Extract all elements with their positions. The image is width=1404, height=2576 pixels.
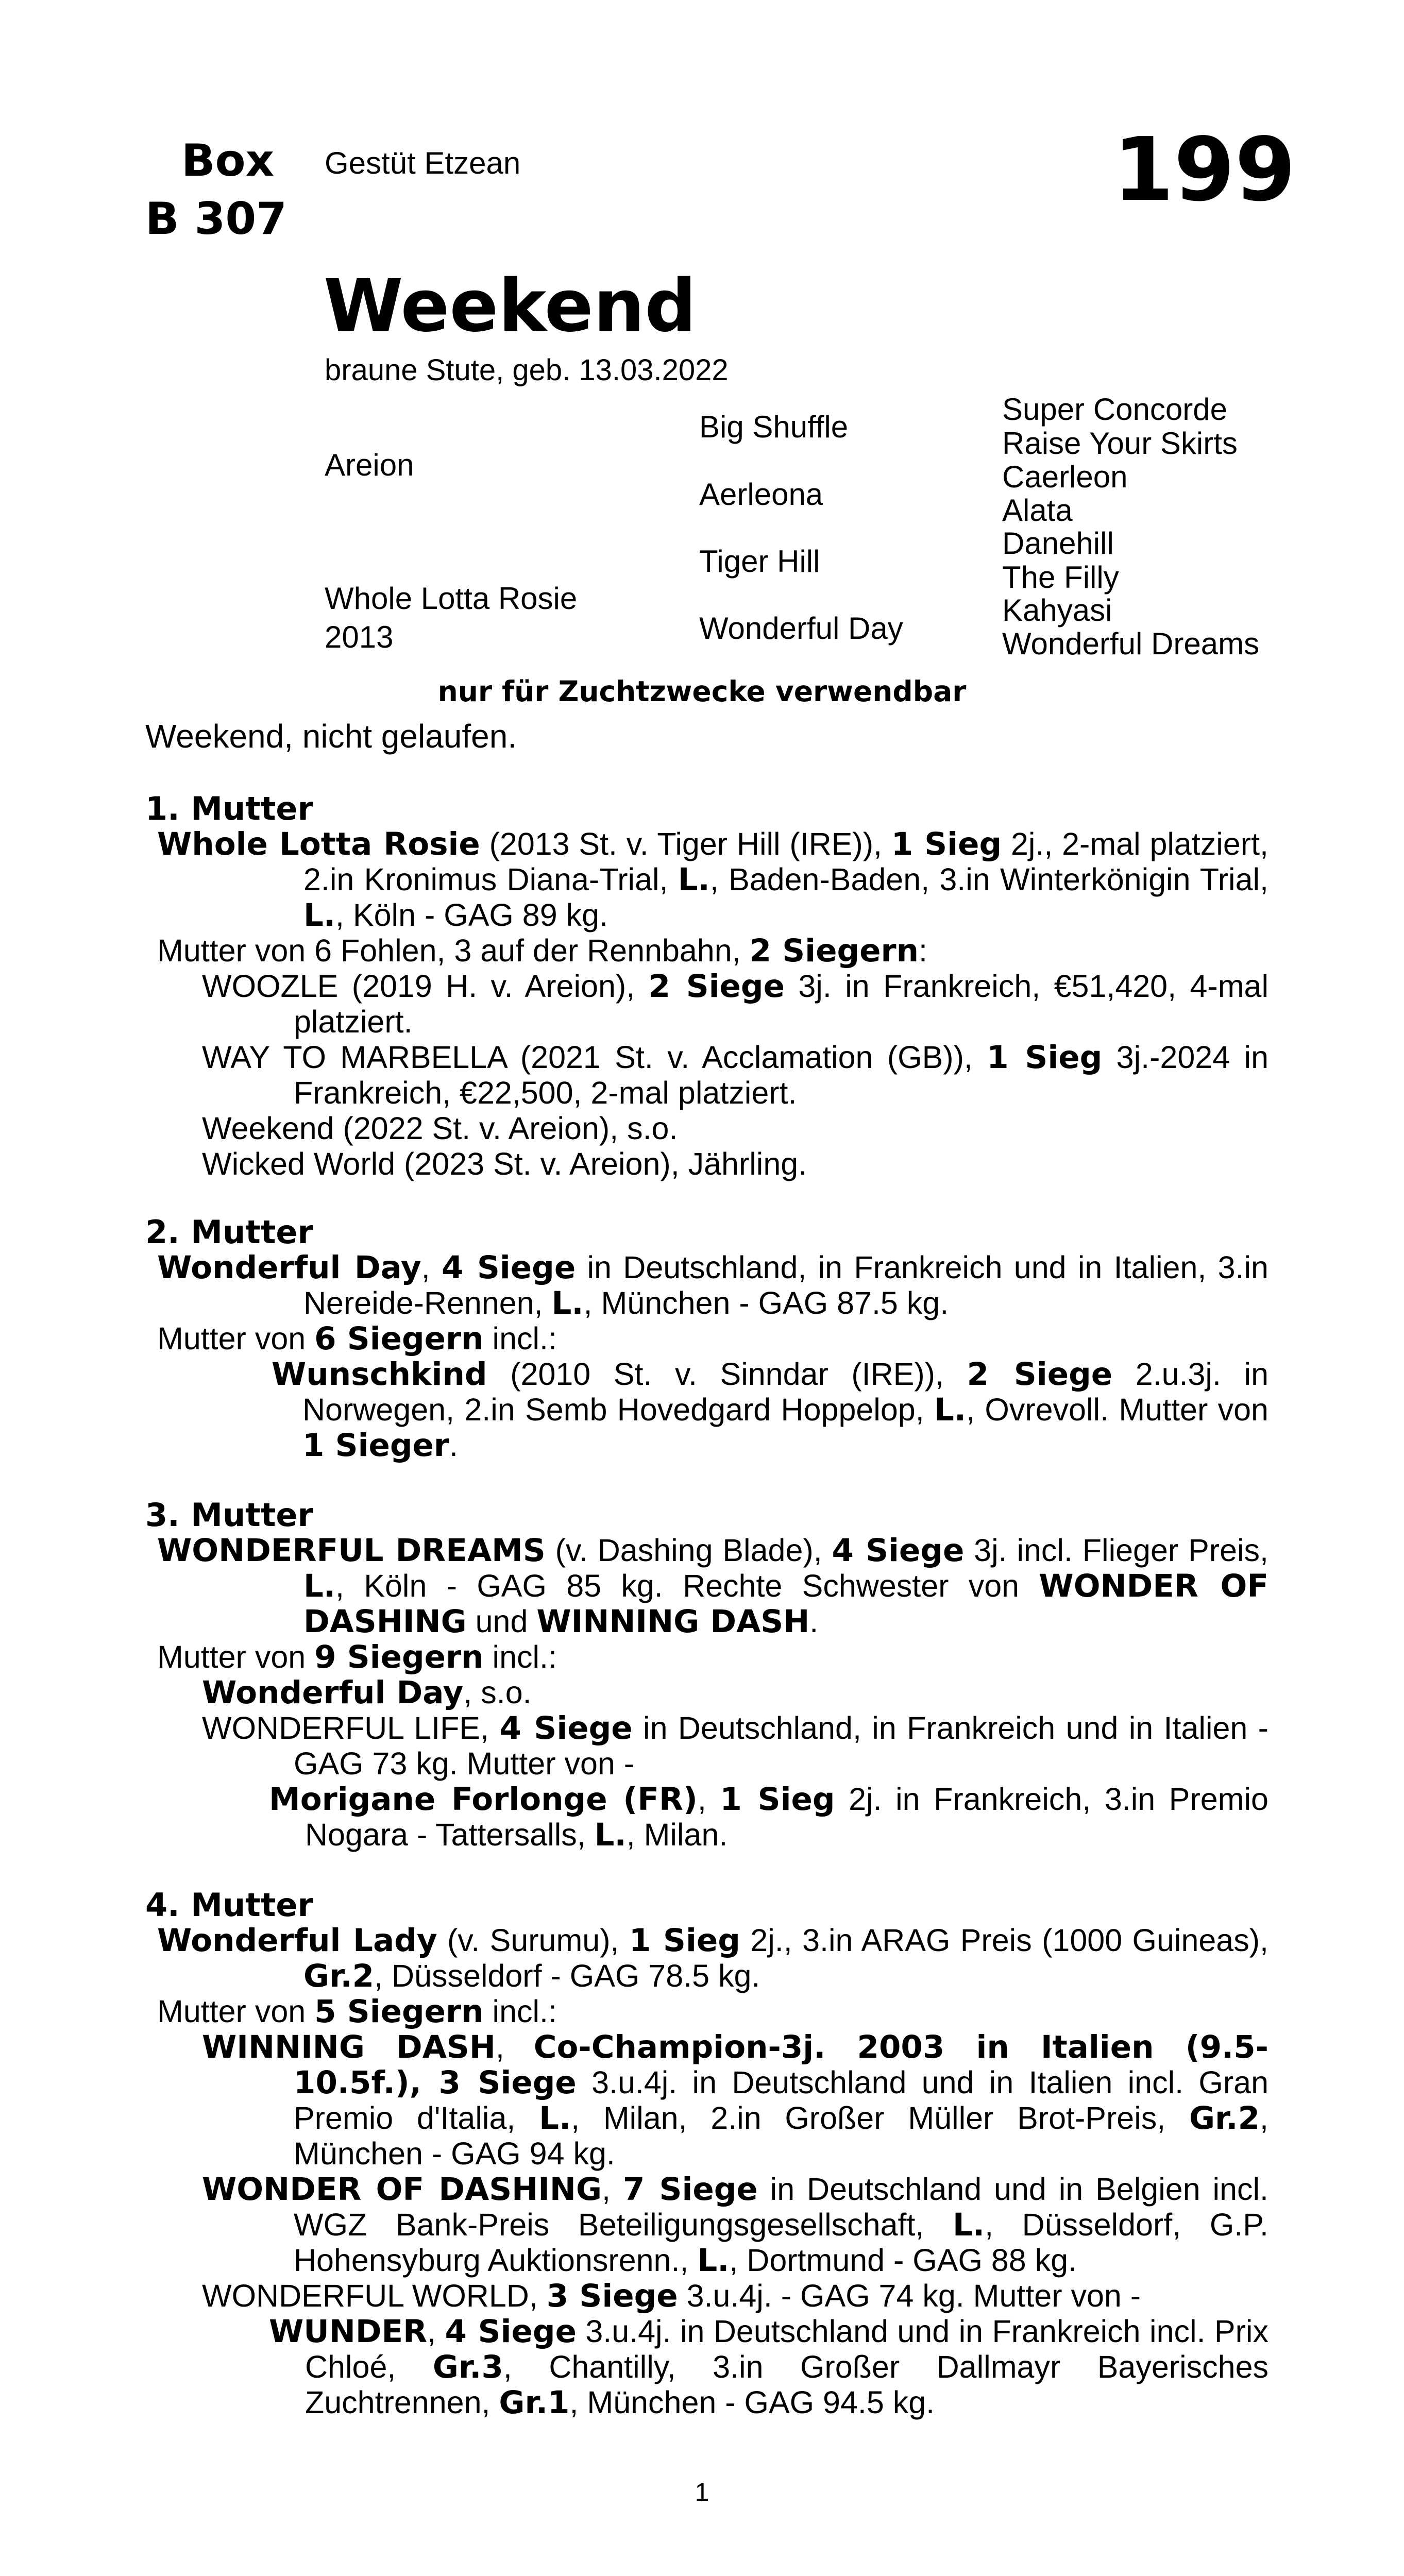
produce-entry: WONDER OF DASHING, 7 Siege in Deutschland und in Belgien incl. WGZ Bank-Preis Beteiligungsgesellschaft, L., Düsseldorf, G.P. Hohensyburg Auktionsrenn., L., Dortmund - GAG 88 kg. <box>202 2171 1269 2279</box>
produce-entry: WONDERFUL LIFE, 4 Siege in Deutschland, in Frankreich und in Italien - GAG 73 kg. Mutter von - <box>202 1710 1268 1781</box>
section-4-mutter <box>145 1887 1268 2420</box>
dam-entry: Wonderful Day, 4 Siege in Deutschland, in Frankreich und in Italien, 3.in Nereide-Rennen, L., München - GAG 87.5 kg. <box>157 1249 1268 1321</box>
page-number: 1 <box>695 2478 709 2506</box>
pedigree-gen2-1: Big Shuffle <box>699 410 849 444</box>
section-heading: 3. Mutter <box>145 1496 314 1534</box>
dam-entry: Wonderful Lady (v. Surumu), 1 Sieg 2j., 3.in ARAG Preis (1000 Guineas), Gr.2, Düsseldorf - GAG 78.5 kg. <box>157 1922 1268 1994</box>
dam-entry: Whole Lotta Rosie (2013 St. v. Tiger Hill (IRE)), 1 Sieg 2j., 2-mal platziert, 2.in Kronimus Diana-Trial, L., Baden-Baden, 3.in Winterkönigin Trial, L., Köln - GAG 89 kg. <box>157 826 1268 934</box>
pedigree-gen3-2: Raise Your Skirts <box>1002 426 1238 461</box>
produce-entry: WINNING DASH, Co-Champion-3j. 2003 in Italien (9.5-10.5f.), 3 Siege 3.u.4j. in Deutschland und in Italien incl. Gran Premio d'Italia, L., Milan, 2.in Großer Müller Brot-Preis, Gr.2, München - GAG 94 kg. <box>202 2029 1268 2171</box>
pedigree-dam: Whole Lotta Rosie <box>325 581 578 616</box>
dam-entry: WONDERFUL DREAMS (v. Dashing Blade), 4 Siege 3j. incl. Flieger Preis, L., Köln - GAG 85 kg. Rechte Schwester von WONDER OF DASHING und WINNING DASH. <box>157 1532 1268 1640</box>
section-heading: 4. Mutter <box>145 1886 314 1924</box>
breeding-notice: nur für Zuchtzwecke verwendbar <box>437 675 967 708</box>
pedigree-sire: Areion <box>325 448 414 482</box>
produce-entry: Weekend (2022 St. v. Areion), s.o. <box>202 1111 678 1146</box>
section-heading: 2. Mutter <box>145 1213 314 1251</box>
produce-entry: Wonderful Day, s.o. <box>202 1674 532 1711</box>
pedigree-gen3-6: The Filly <box>1002 560 1119 595</box>
section-1-mutter <box>145 791 1268 1182</box>
section-2-mutter <box>145 1214 1268 1463</box>
produce-summary: Mutter von 5 Siegern incl.: <box>157 1993 557 2030</box>
section-heading: 1. Mutter <box>145 790 314 827</box>
pedigree-gen2-4: Wonderful Day <box>699 611 903 646</box>
pedigree-gen3-4: Alata <box>1002 493 1073 528</box>
box-number: B 307 <box>145 193 287 245</box>
produce-entry: WONDERFUL WORLD, 3 Siege 3.u.4j. - GAG 74 kg. Mutter von - <box>202 2278 1141 2314</box>
produce-entry: Wicked World (2023 St. v. Areion), Jährling. <box>202 1146 807 1181</box>
produce-summary: Mutter von 6 Fohlen, 3 auf der Rennbahn, 2 Siegern: <box>157 933 927 969</box>
summary: Weekend, nicht gelaufen. <box>145 718 517 755</box>
produce-entry: Morigane Forlonge (FR), 1 Sieg 2j. in Frankreich, 3.in Premio Nogara - Tattersalls, L., Milan. <box>269 1781 1268 1853</box>
pedigree-gen3-8: Wonderful Dreams <box>1002 626 1260 661</box>
pedigree-gen3-7: Kahyasi <box>1002 593 1112 628</box>
produce-entry: WOOZLE (2019 H. v. Areion), 2 Siege 3j. in Frankreich, €51,420, 4-mal platziert. <box>202 968 1268 1039</box>
produce-entry: WUNDER, 4 Siege 3.u.4j. in Deutschland und in Frankreich incl. Prix Chloé, Gr.3, Chantilly, 3.in Großer Dallmayr Bayerisches Zuchtrennen, Gr.1, München - GAG 94.5 kg. <box>269 2313 1268 2421</box>
horse-name: Weekend <box>324 264 697 348</box>
section-3-mutter <box>145 1497 1268 1853</box>
pedigree-gen3-1: Super Concorde <box>1002 392 1227 427</box>
horse-description: braune Stute, geb. 13.03.2022 <box>325 353 729 387</box>
produce-summary: Mutter von 9 Siegern incl.: <box>157 1639 557 1675</box>
produce-entry: Wunschkind (2010 St. v. Sinndar (IRE)), 2 Siege 2.u.3j. in Norwegen, 2.in Semb Hovedgard Hoppelop, L., Ovrevoll. Mutter von 1 Sieger. <box>272 1356 1269 1464</box>
pedigree-gen3-5: Danehill <box>1002 526 1114 561</box>
pedigree-gen3-3: Caerleon <box>1002 460 1128 494</box>
produce-summary: Mutter von 6 Siegern incl.: <box>157 1320 557 1357</box>
produce-entry: WAY TO MARBELLA (2021 St. v. Acclamation (GB)), 1 Sieg 3j.-2024 in Frankreich, €22,500, 2-mal platziert. <box>202 1039 1268 1110</box>
pedigree-gen2-3: Tiger Hill <box>699 544 820 579</box>
breeder: Gestüt Etzean <box>325 146 521 180</box>
lot-number: 199 <box>1113 119 1296 221</box>
pedigree-dam-year: 2013 <box>325 620 394 654</box>
box-label: Box <box>181 135 275 187</box>
pedigree-gen2-2: Aerleona <box>699 477 823 512</box>
